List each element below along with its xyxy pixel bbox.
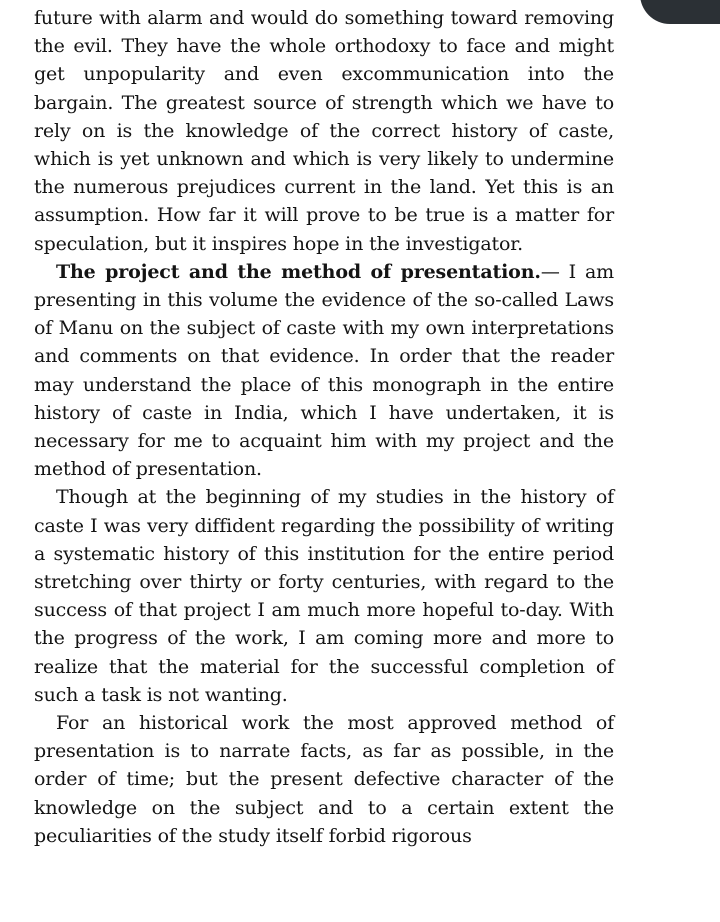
paragraph-2 bbox=[34, 258, 614, 484]
paragraph-4-text: For an historical work the most approved method of presentation is to narrate facts, as far as possible, in the order of time; but the present defective character of the knowledge on the subject and to a certain extent the peculiarities of the study itself forbid rigorous bbox=[34, 712, 614, 847]
paragraph-1-text: future with alarm and would do something toward removing the evil. They have the whole orthodoxy to face and might get unpopularity and even excommunication into the bargain. The greatest source of strength which we have to rely on is the knowledge of the correct history of caste, which is yet unknown and which is very likely to undermine the numerous prejudices current in the land. Yet this is an assumption. How far it will prove to be true is a matter for speculation, but it inspires hope in the investigator. bbox=[34, 7, 614, 255]
paragraph-1 bbox=[34, 4, 614, 258]
paragraph-4 bbox=[34, 709, 614, 850]
corner-shape bbox=[640, 0, 720, 24]
paragraph-2-text: — I am presenting in this volume the evidence of the so-called Laws of Manu on the subject of caste with my own interpretations and comments on that evidence. In order that the reader may understand the place of this monograph in the entire history of caste in India, which I have undertaken, it is necessary for me to acquaint him with my project and the method of presentation. bbox=[34, 260, 614, 481]
paragraph-3 bbox=[34, 483, 614, 709]
page-text bbox=[34, 4, 614, 850]
section-heading: The project and the method of presentation. bbox=[56, 260, 541, 283]
paragraph-3-text: Though at the beginning of my studies in the history of caste I was very diffident regarding the possibility of writing a systematic history of this institution for the entire period stretching over thirty or forty centuries, with regard to the success of that project I am much more hopeful to-day. With the progress of the work, I am coming more and more to realize that the material for the successful completion of such a task is not wanting. bbox=[34, 486, 614, 706]
